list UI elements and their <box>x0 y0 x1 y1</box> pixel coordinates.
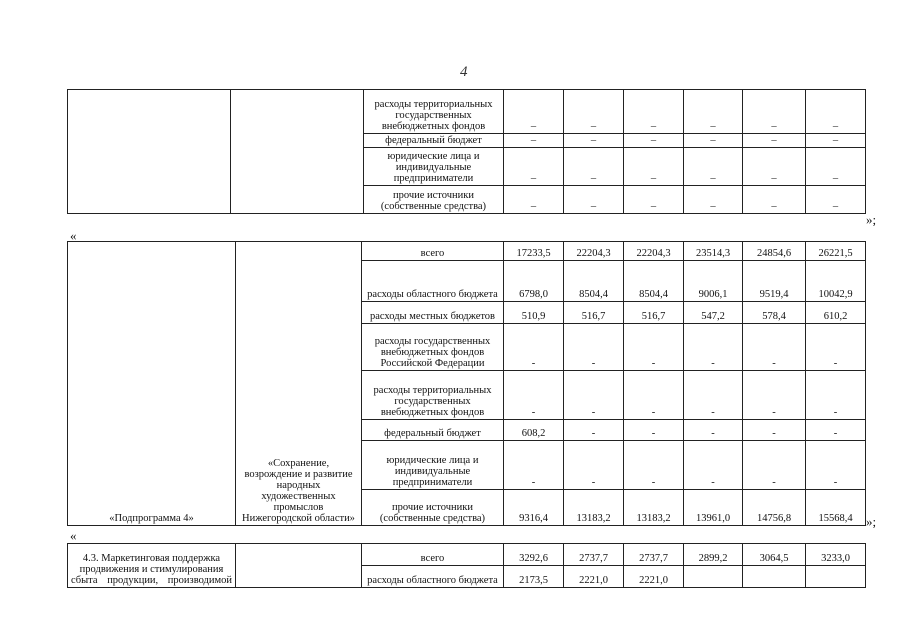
value-cell: - <box>806 371 866 420</box>
funding-source-cell: всего <box>362 242 504 261</box>
value-cell: 2737,7 <box>624 544 684 566</box>
value-cell: – <box>504 90 564 134</box>
value-cell: – <box>684 90 743 134</box>
value-cell: – <box>564 90 624 134</box>
value-cell: – <box>564 186 624 214</box>
value-cell: – <box>684 134 743 148</box>
value-cell: 10042,9 <box>806 261 866 302</box>
row-description-cell <box>236 544 362 588</box>
value-cell: 547,2 <box>684 302 743 324</box>
value-cell: 13183,2 <box>624 490 684 526</box>
row-description-cell <box>231 90 364 214</box>
value-cell: 14756,8 <box>743 490 806 526</box>
value-cell: 610,2 <box>806 302 866 324</box>
funding-source-cell: расходы территориальных государственных внебюджетных фондов <box>364 90 504 134</box>
value-cell: 2221,0 <box>564 566 624 588</box>
value-cell: – <box>743 134 806 148</box>
table-continuation <box>67 89 866 214</box>
value-cell: - <box>806 441 866 490</box>
value-cell: 516,7 <box>624 302 684 324</box>
value-cell: - <box>564 324 624 371</box>
value-cell: 9006,1 <box>684 261 743 302</box>
value-cell <box>806 566 866 588</box>
table-row <box>68 90 866 134</box>
value-cell: – <box>684 186 743 214</box>
funding-source-cell: прочие источники (собственные средства) <box>364 186 504 214</box>
value-cell: 17233,5 <box>504 242 564 261</box>
value-cell: - <box>504 371 564 420</box>
quote-open-2: « <box>70 528 77 543</box>
row-name-cell <box>68 90 231 214</box>
value-cell: 15568,4 <box>806 490 866 526</box>
row-name-cell: 4.3. Маркетинговая поддержка продвижения и стимулирования сбыта продукции, производимой <box>68 544 236 588</box>
value-cell: 6798,0 <box>504 261 564 302</box>
value-cell: 26221,5 <box>806 242 866 261</box>
quote-open-1: « <box>70 228 77 243</box>
value-cell <box>743 566 806 588</box>
value-cell: 516,7 <box>564 302 624 324</box>
value-cell: - <box>806 324 866 371</box>
funding-source-cell: расходы областного бюджета <box>362 566 504 588</box>
value-cell: 3233,0 <box>806 544 866 566</box>
value-cell: 2899,2 <box>684 544 743 566</box>
funding-source-cell: расходы территориальных государственных внебюджетных фондов <box>362 371 504 420</box>
value-cell: - <box>624 420 684 441</box>
value-cell: – <box>624 134 684 148</box>
value-cell: - <box>806 420 866 441</box>
funding-source-cell: федеральный бюджет <box>364 134 504 148</box>
value-cell: 9519,4 <box>743 261 806 302</box>
value-cell: – <box>743 186 806 214</box>
value-cell: – <box>564 134 624 148</box>
value-cell: - <box>684 371 743 420</box>
value-cell: 3292,6 <box>504 544 564 566</box>
value-cell: - <box>743 371 806 420</box>
funding-source-cell: прочие источники (собственные средства) <box>362 490 504 526</box>
value-cell: 3064,5 <box>743 544 806 566</box>
funding-source-cell: расходы областного бюджета <box>362 261 504 302</box>
row-description-cell: «Сохранение, возрождение и развитие народных художественных промыслов Нижегородской области» <box>236 242 362 526</box>
value-cell: - <box>624 371 684 420</box>
value-cell: – <box>504 134 564 148</box>
value-cell: 578,4 <box>743 302 806 324</box>
funding-source-cell: расходы местных бюджетов <box>362 302 504 324</box>
value-cell: 22204,3 <box>564 242 624 261</box>
value-cell: 23514,3 <box>684 242 743 261</box>
value-cell: 8504,4 <box>624 261 684 302</box>
funding-source-cell: всего <box>362 544 504 566</box>
value-cell: - <box>684 441 743 490</box>
value-cell: 9316,4 <box>504 490 564 526</box>
value-cell: - <box>564 371 624 420</box>
table-row <box>68 242 866 261</box>
value-cell: - <box>743 420 806 441</box>
value-cell: – <box>806 148 866 186</box>
page-number: 4 <box>460 64 468 80</box>
quote-close-1: »; <box>866 212 877 227</box>
value-cell: 13961,0 <box>684 490 743 526</box>
value-cell: - <box>684 324 743 371</box>
value-cell: – <box>624 90 684 134</box>
value-cell: – <box>743 90 806 134</box>
value-cell: – <box>806 134 866 148</box>
value-cell: – <box>504 186 564 214</box>
value-cell: - <box>504 441 564 490</box>
value-cell: - <box>624 324 684 371</box>
table-item-4-3 <box>67 543 866 588</box>
funding-source-cell: юридические лица и индивидуальные предприниматели <box>364 148 504 186</box>
row-name-cell: «Подпрограмма 4» <box>68 242 236 526</box>
value-cell: - <box>624 441 684 490</box>
value-cell: 2221,0 <box>624 566 684 588</box>
table-subprogram-4 <box>67 241 866 526</box>
value-cell: 8504,4 <box>564 261 624 302</box>
value-cell: 2173,5 <box>504 566 564 588</box>
value-cell: – <box>684 148 743 186</box>
value-cell <box>684 566 743 588</box>
value-cell: 2737,7 <box>564 544 624 566</box>
value-cell: – <box>564 148 624 186</box>
value-cell: - <box>684 420 743 441</box>
value-cell: - <box>743 324 806 371</box>
value-cell: – <box>624 186 684 214</box>
quote-close-2: »; <box>866 514 877 529</box>
table-row <box>68 544 866 566</box>
value-cell: 22204,3 <box>624 242 684 261</box>
value-cell: - <box>564 441 624 490</box>
value-cell: – <box>624 148 684 186</box>
value-cell: 24854,6 <box>743 242 806 261</box>
funding-source-cell: юридические лица и индивидуальные предприниматели <box>362 441 504 490</box>
value-cell: – <box>806 90 866 134</box>
value-cell: - <box>743 441 806 490</box>
value-cell: 608,2 <box>504 420 564 441</box>
value-cell: - <box>564 420 624 441</box>
value-cell: 13183,2 <box>564 490 624 526</box>
value-cell: – <box>504 148 564 186</box>
funding-source-cell: федеральный бюджет <box>362 420 504 441</box>
value-cell: - <box>504 324 564 371</box>
value-cell: – <box>806 186 866 214</box>
value-cell: – <box>743 148 806 186</box>
value-cell: 510,9 <box>504 302 564 324</box>
funding-source-cell: расходы государственных внебюджетных фондов Российской Федерации <box>362 324 504 371</box>
